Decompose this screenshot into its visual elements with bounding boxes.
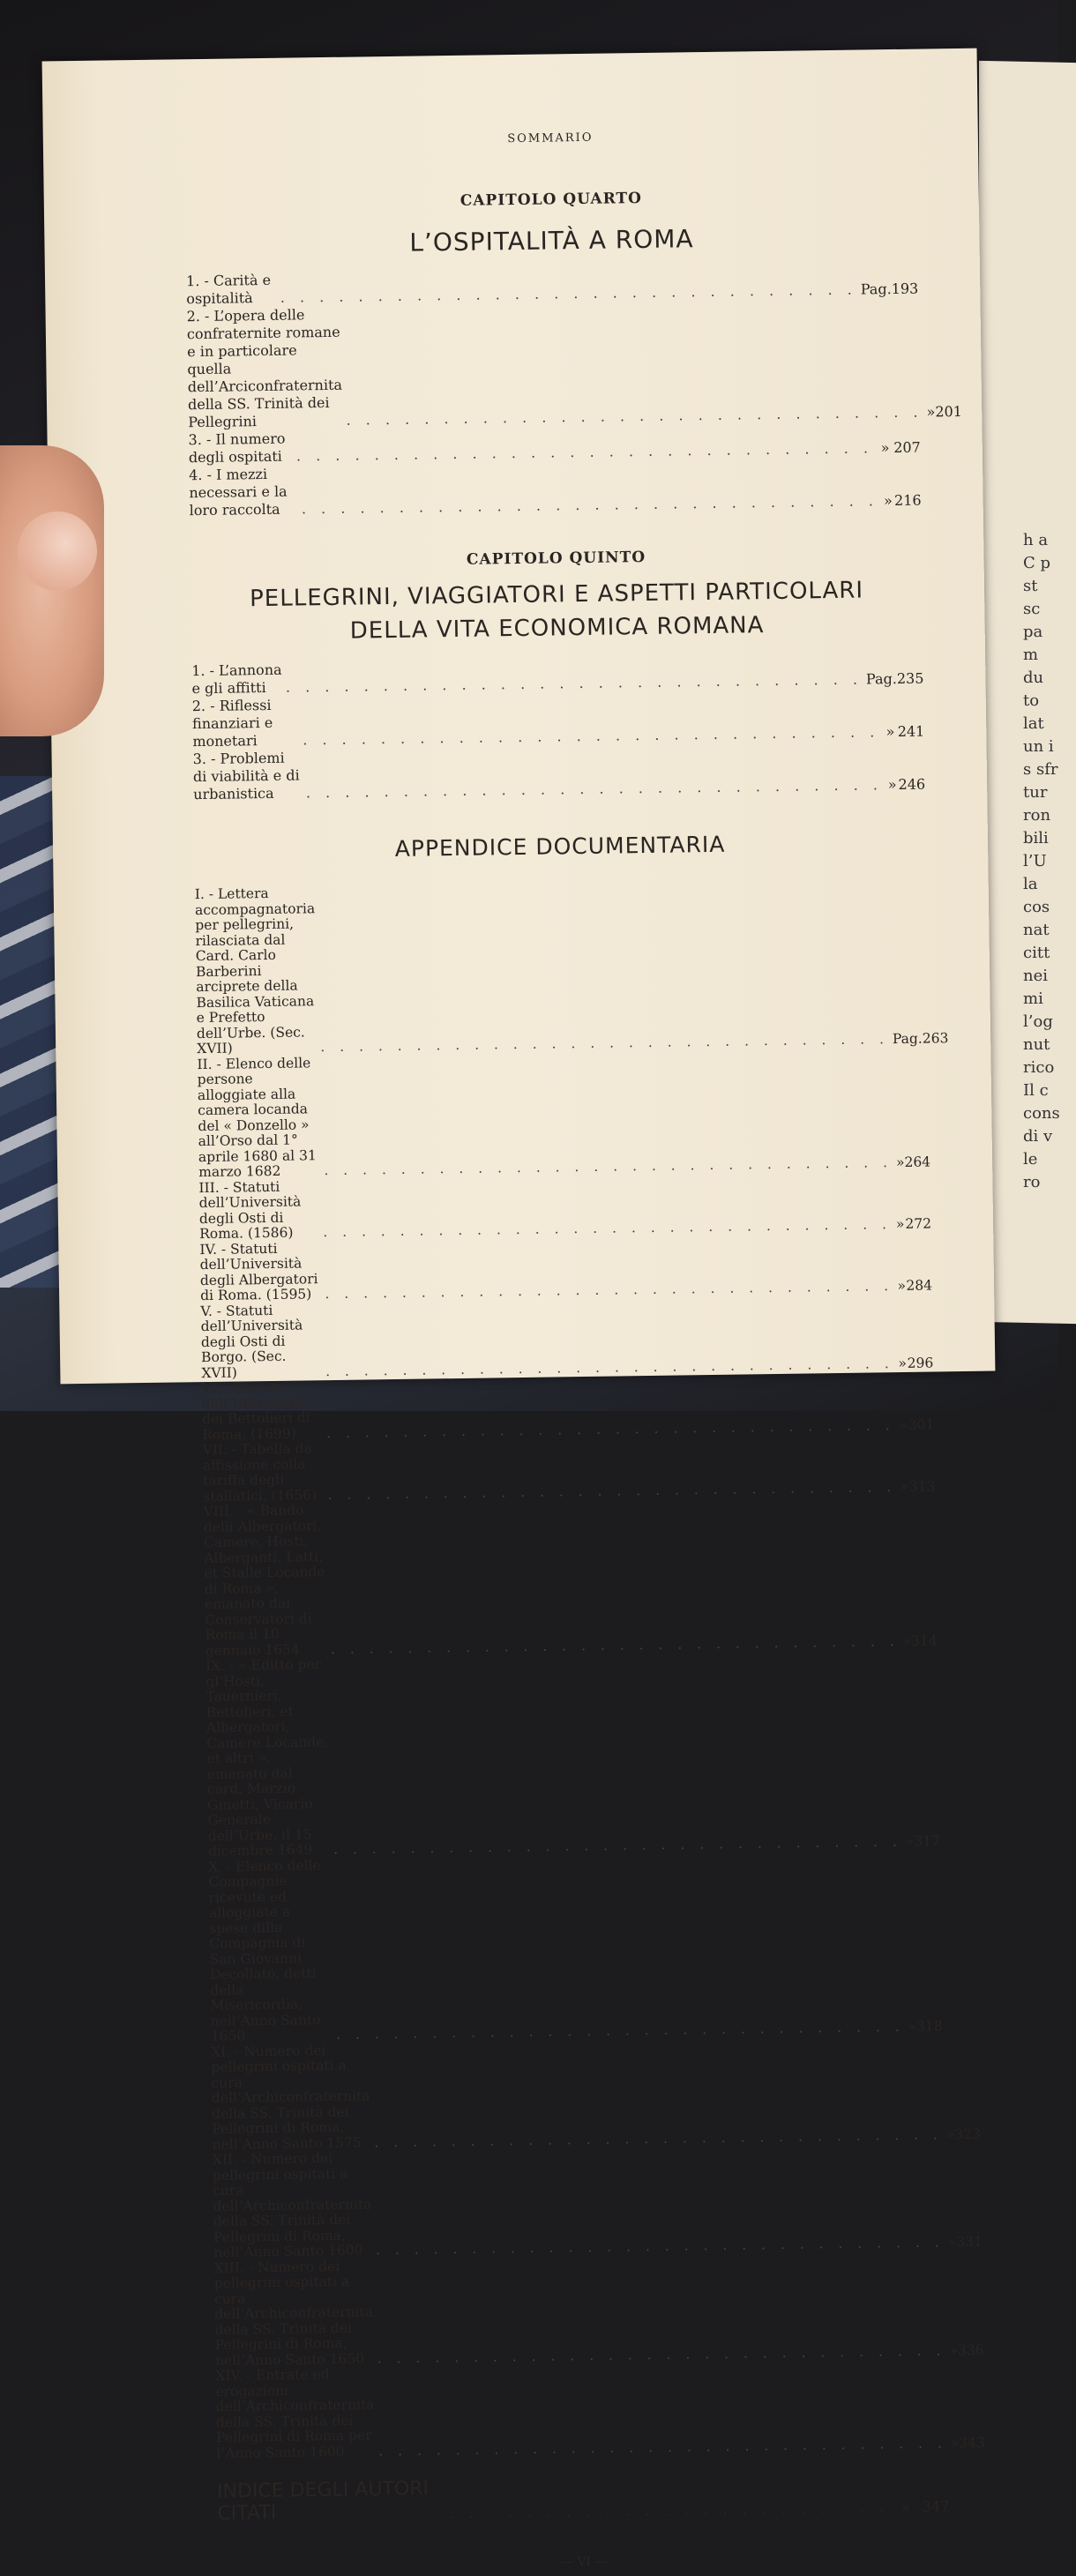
toc-entry-text: III. - Statuti dell’Università degli Osti di Roma. (1586) [198, 1178, 302, 1243]
index-mark: » [900, 2498, 910, 2516]
leader-dots: . . . . . . . . . . . . . . . . . . . . . . . . . . . . . . [301, 492, 879, 518]
toc-entry-text: VI. - Statuti dell’Università dei Bettolieri di Roma. (1699) [201, 1378, 310, 1443]
toc-entry-mark: » [926, 403, 936, 421]
toc-entry [202, 1432, 935, 1505]
toc-entry-page: 207 [893, 438, 921, 457]
toc-entry-page: 301 [908, 1415, 935, 1433]
toc-entry-page: 336 [957, 2341, 984, 2358]
leader-dots: . . . . . . . . . . . . . . . . . . . . . . . [449, 2498, 890, 2522]
book-page [42, 49, 996, 2570]
toc-entry-mark: » [950, 2434, 960, 2451]
toc-entry-page: 235 [896, 669, 924, 688]
toc-entry-mark: » [885, 723, 895, 741]
toc-entry-page: 314 [910, 1631, 938, 1649]
chapter5-title-line1: PELLEGRINI, VIAGGIATORI E ASPETTI PARTICOLARI [249, 577, 864, 613]
running-head: SOMMARIO [507, 131, 594, 146]
facing-page-text: h a C p st sc pa m du to lat un i s sfr tur ron bili l’U la cos nat citt nei mi l’og nut rico Il c cons di v le ro [1023, 531, 1060, 1191]
index-page: 347 [922, 2498, 950, 2515]
leader-dots: . . . . . . . . . . . . . . . . . . . . . . . . . . . . . . [330, 1632, 900, 1657]
toc-entry [208, 1849, 943, 2045]
toc-entry-mark: » [899, 1416, 908, 1433]
leader-dots: . . . . . . . . . . . . . . . . . . . . . . . . . . . . . . [285, 670, 863, 696]
toc-entry-page: 284 [906, 1277, 933, 1294]
toc-entry-page: 264 [904, 1154, 931, 1170]
chapter4-label: CAPITOLO QUARTO [460, 189, 643, 210]
toc-entry-mark: » [902, 1632, 912, 1649]
thumb [0, 445, 104, 736]
toc-entry-mark: » [908, 2018, 917, 2035]
toc-entry-page: 318 [916, 2018, 943, 2035]
chapter5-label: CAPITOLO QUINTO [466, 548, 646, 569]
toc-entry-page: 296 [907, 1355, 934, 1371]
toc-entry [213, 2251, 984, 2369]
toc-entry-text: 3. - Problemi di viabilità e di urbanistica [192, 749, 300, 803]
toc-entry-text: 2. - Riflessi finanziari e monetari [191, 696, 273, 750]
toc-entry-page: 331 [956, 2233, 983, 2251]
toc-entry-mark: » [949, 2341, 958, 2358]
page-content [184, 127, 986, 2574]
toc-entry-text: IV. - Statuti dell’Università degli Albergatori di Roma. (1595) [199, 1240, 318, 1304]
folio: — VI — [560, 2554, 608, 2570]
toc-entry [189, 457, 922, 520]
toc-entry [192, 688, 925, 751]
toc-entry-text: IX. - « Editto per gl’Hosti, Tauernieri, Bettolieri, et Albergatori, Camere Locande, et altri », emanato dal card. Marzio Ginetti, Vicario Generale dell’Urbe, il 15 dicembre 1649 [205, 1656, 329, 1860]
toc-entry-page: 313 [908, 1477, 936, 1495]
toc-entry-mark: » [883, 492, 893, 510]
toc-entry [215, 2358, 986, 2461]
toc-entry-text: 4. - I mezzi necessari e la loro raccolta [189, 465, 288, 519]
toc-entry-text: 2. - L’opera delle confraternite romane e in particolare quella dell’Arciconfraternita della SS. Trinità dei Pellegrini [186, 306, 343, 431]
leader-dots: . . . . . . . . . . . . . . . . . . . . . . . . . . . . . . [303, 723, 880, 749]
toc-entry [212, 2142, 983, 2260]
toc-entry-text: XIV. - Entrate ed erogazioni dell’Archiconfraternita della SS. Trinità dei Pellegrini di Roma per l’Anno Santo 1600 [215, 2366, 375, 2461]
toc-entry-page: 201 [935, 402, 963, 421]
leader-dots: . . . . . . . . . . . . . . . . . . . . . . . . . . . . . . [325, 1278, 894, 1303]
leader-dots: . . . . . . . . . . . . . . . . . . . . . . . . . . . . . . [333, 1833, 902, 1858]
toc-entry-mark: » [895, 1215, 905, 1233]
toc-entry [198, 1170, 931, 1243]
toc-entry [186, 298, 963, 432]
leader-dots: . . . . . . . . . . . . . . . . . . . . . . . . . . . . . . [325, 1355, 894, 1379]
index-title: INDICE DEGLI AUTORI CITATI [216, 2477, 430, 2525]
toc-entry-page: 263 [922, 1030, 949, 1047]
leader-dots: . . . . . . . . . . . . . . . . . . . . . . . . . . . . . . [325, 1416, 895, 1441]
thumb-tip [18, 511, 97, 591]
chapter5-toc [191, 653, 925, 804]
leader-dots: . . . . . . . . . . . . . . . . . . . . . . . . . . . . . . [335, 2019, 905, 2043]
toc-entry-mark: » [900, 1478, 909, 1495]
toc-entry-mark: » [897, 1277, 907, 1295]
toc-entry-text: 3. - Il numero degli ospitati [188, 429, 286, 467]
toc-entry [201, 1371, 934, 1444]
toc-entry-text: V. - Statuti dell’Università degli Osti di Borgo. (Sec. XVII) [200, 1302, 303, 1381]
toc-entry-mark: » [905, 1833, 915, 1849]
toc-entry-mark: » [880, 439, 890, 457]
toc-entry [194, 877, 949, 1057]
leader-dots: . . . . . . . . . . . . . . . . . . . . . . . . . . . . . . [375, 2234, 945, 2259]
toc-entry-page: 246 [898, 775, 926, 793]
leader-dots: . . . . . . . . . . . . . . . . . . . . . . . . . . . . . . [374, 2125, 944, 2150]
toc-entry-text: XI. - Numero dei pellegrini ospitati a cura dell’Archiconfraternita della SS. Trinità dei Pellegrini di Roma, nell’Anno Santo 1575 [210, 2042, 370, 2153]
toc-entry-mark: Pag. [865, 670, 898, 688]
leader-dots: . . . . . . . . . . . . . . . . . . . . . . . . . . . . . . [323, 1216, 893, 1241]
toc-entry-text: X. - Elenco delle Compagnie ricevute ed alloggiate a spese dilla Compagnia di San Giovanni Decollato, detti della Misericordia, nell’Anno Santo 1650 [208, 1856, 321, 2045]
toc-entry-page: 272 [905, 1215, 932, 1232]
leader-dots: . . . . . . . . . . . . . . . . . . . . . . . . . . . . . . [295, 439, 874, 465]
toc-entry-page: 343 [959, 2434, 986, 2451]
leader-dots: . . . . . . . . . . . . . . . . . . . . . . . . . . . . . . [346, 403, 923, 429]
toc-entry [210, 2035, 982, 2153]
toc-entry-text: XII. - Numero dei pellegrini ospitati a cura dell’Archiconfraternita della SS. Trinità dei Pellegrini di Roma, nell’Anno Santo 1600 [212, 2150, 372, 2260]
chapter5-title [191, 573, 923, 651]
leader-dots: . . . . . . . . . . . . . . . . . . . . . . . . . . . . . . [280, 280, 857, 306]
leader-dots: . . . . . . . . . . . . . . . . . . . . . . . . . . . . . . [327, 1478, 897, 1503]
toc-entry-page: 193 [891, 280, 919, 298]
chapter4-toc [185, 263, 963, 520]
toc-entry [197, 1047, 930, 1181]
toc-entry-mark: » [895, 1154, 905, 1171]
toc-entry [205, 1648, 940, 1859]
toc-entry-text: VIII. - « Bando delli Albergatori, Camere, Hosti, Alberganti, Latti, et Stalle Locande di Roma », emanato dai Conservatori di Roma il 10 gennaio 1654 [203, 1502, 325, 1659]
toc-entry-text: XIII. - Numero dei pellegrini ospitati a cura dell’Archiconfraternita della SS. Trinità dei Pellegrini di Roma, nell’Anno Santo 1650 [213, 2258, 374, 2369]
appendix-toc [194, 877, 986, 2461]
toc-entry-mark: » [898, 1355, 908, 1371]
leader-dots: . . . . . . . . . . . . . . . . . . . . . . . . . . . . . . [320, 1031, 890, 1056]
leader-dots: . . . . . . . . . . . . . . . . . . . . . . . . . . . . . . [324, 1154, 893, 1179]
toc-entry-page: 317 [914, 1833, 940, 1849]
toc-entry-text: I. - Lettera accompagnatoria per pellegrini, rilasciata dal Card. Carlo Barberini arciprete della Basilica Vaticana e Prefetto dell’Urbe. (Sec. XVII) [194, 885, 316, 1057]
toc-entry-text: II. - Elenco delle persone alloggiate alla camera locanda del « Donzello » all’Orso dal 1° aprile 1680 al 31 marzo 1682 [197, 1054, 317, 1181]
chapter4-title: L’OSPITALITÀ A ROMA [409, 224, 694, 258]
toc-entry [200, 1294, 933, 1381]
toc-entry-page: 241 [897, 722, 925, 741]
toc-entry-mark: » [947, 2234, 957, 2251]
toc-entry [199, 1232, 932, 1304]
toc-entry-mark: Pag. [892, 1030, 923, 1048]
toc-entry [193, 741, 926, 804]
toc-entry-page: 323 [954, 2125, 982, 2142]
leader-dots: . . . . . . . . . . . . . . . . . . . . . . . . . . . . . . [378, 2434, 947, 2459]
chapter5-title-line2: DELLA VITA ECONOMICA ROMANA [349, 612, 765, 645]
toc-entry-text: VII. - Tabella da affissione colla tariffa degli stallatici. (1656) [202, 1440, 318, 1505]
toc-entry-page: 216 [893, 491, 922, 510]
leader-dots: . . . . . . . . . . . . . . . . . . . . . . . . . . . . . . [377, 2341, 946, 2366]
toc-entry-mark: » [887, 776, 897, 794]
toc-entry-mark: » [945, 2125, 955, 2142]
appendix-title: APPENDICE DOCUMENTARIA [394, 831, 726, 862]
index-entry [217, 2470, 950, 2525]
toc-entry [203, 1494, 937, 1659]
leader-dots: . . . . . . . . . . . . . . . . . . . . . . . . . . . . . . [305, 776, 884, 802]
toc-entry-text: 1. - L’annona e gli affitti [191, 661, 282, 698]
toc-entry-text: 1. - Carità e ospitalità [185, 271, 272, 308]
toc-entry-mark: Pag. [860, 280, 892, 298]
